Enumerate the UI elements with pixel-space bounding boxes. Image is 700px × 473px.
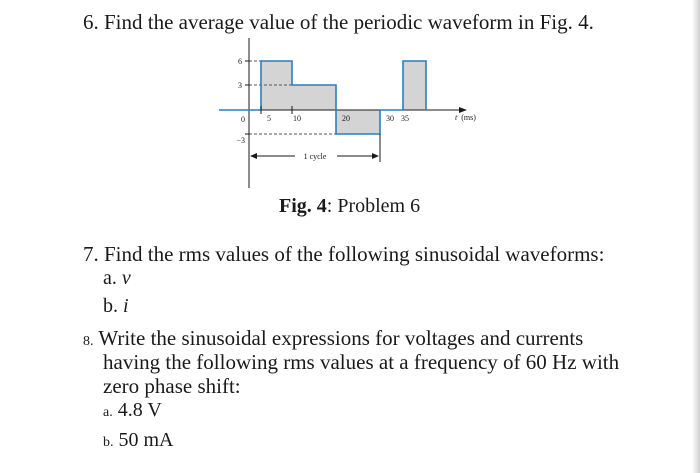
cycle-label: 1 cycle [303, 152, 327, 161]
question-8-line-3: zero phase shift: [103, 374, 241, 398]
y-tick-label-neg3: −3 [236, 136, 245, 145]
x-tick-label-30: 30 [386, 114, 394, 123]
question-8-item-a [103, 398, 162, 425]
x-tick-label-20: 20 [342, 114, 350, 123]
question-7-item-b-letter: b. [103, 295, 118, 317]
y-tick-label-0: 0 [241, 115, 245, 124]
question-8-item-b-letter: b. [103, 435, 114, 450]
shaded-area-pulse-6-next [403, 61, 426, 110]
question-6-text: 6. Find the average value of the periodic waveform in Fig. 4. [83, 10, 594, 34]
question-8-line-2: having the following rms values at a frequency of 60 Hz with [103, 350, 620, 374]
question-8-item-b [103, 428, 174, 455]
shaded-area-level-3 [292, 85, 336, 110]
question-7-item-b-var: i [123, 295, 129, 317]
question-7-item-a-letter: a. [103, 267, 117, 289]
x-axis-variable: t [455, 113, 458, 122]
x-tick-label-10: 10 [293, 114, 301, 123]
figure-caption [279, 194, 420, 218]
cycle-arrow-right-head [372, 153, 379, 159]
question-8-item-b-value: 50 mA [118, 429, 174, 451]
question-7-item-a-var: v [121, 267, 131, 289]
figure-caption-text: : Problem 6 [326, 195, 421, 217]
y-tick-label-6: 6 [238, 57, 242, 66]
figure-caption-label: Fig. 4 [279, 195, 327, 217]
cycle-arrow-left-head [250, 153, 257, 159]
page-edge-shadow [692, 0, 700, 473]
x-axis-label [455, 113, 476, 122]
waveform-figure [215, 38, 505, 190]
y-tick-label-3: 3 [238, 81, 242, 90]
question-8-number: 8. [83, 334, 94, 349]
question-7-text: 7. Find the rms values of the following sinusoidal waveforms: [83, 242, 605, 266]
x-axis-unit: (ms) [461, 113, 476, 122]
x-tick-label-35: 35 [401, 114, 409, 123]
question-8-line-1-text: Write the sinusoidal expressions for voltages and currents [98, 326, 584, 350]
question-8-item-a-letter: a. [103, 405, 113, 420]
question-8-item-a-value: 4.8 V [117, 399, 162, 421]
x-tick-label-5: 5 [267, 114, 271, 123]
question-7-item-b [103, 294, 129, 318]
question-7-item-a [103, 266, 131, 290]
